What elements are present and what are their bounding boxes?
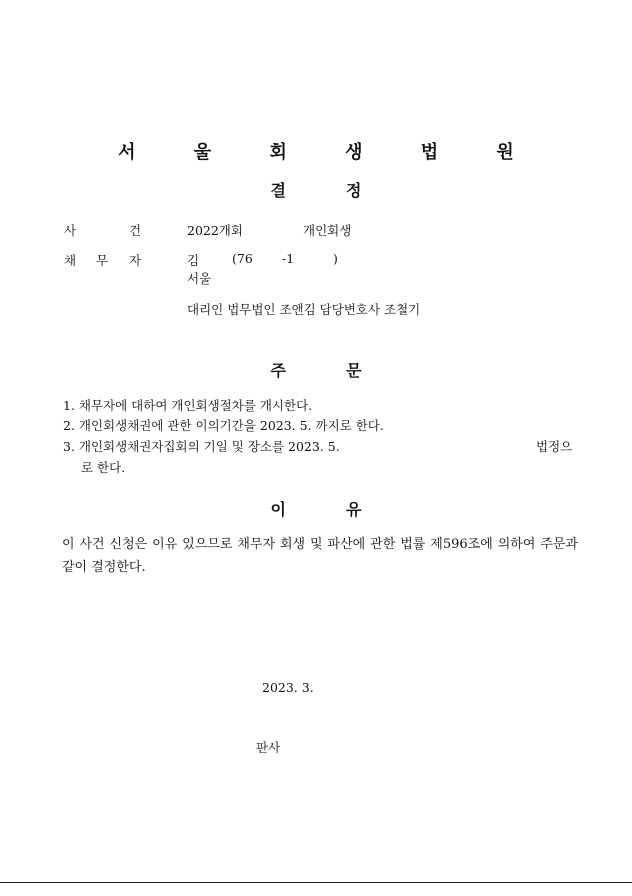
reason-title-char-1: 이 [270,500,286,519]
debtor-name: 김 [187,253,200,268]
debtor-address: 서울 [187,271,212,286]
debtor-birth-mid: -1 [282,251,295,266]
case-number: 2022개회 [187,223,243,238]
case-label-char-2: 건 [129,223,142,238]
order-item-3: 3. 개인회생채권자집회의 기일 및 장소를 2023. 5. [63,439,340,454]
reason-title [0,497,632,520]
order-item-3-continuation: 로 한다. [81,460,126,475]
page-bottom-divider [0,882,632,883]
decision-title-char-1: 결 [270,181,286,200]
court-title: 서 울 회 생 법 원 [118,142,540,163]
order-title-char-1: 주 [270,361,286,380]
debtor-label-char-3: 자 [129,253,142,268]
debtor-label-char-2: 무 [96,253,109,268]
decision-title-char-2: 정 [346,181,362,200]
reason-text: 이 사건 신청은 이유 있으므로 채무자 회생 및 파산에 관한 법률 제596조에 의하여 주문과 같이 결정한다. [62,537,578,575]
order-item-2: 2. 개인회생채권에 관한 이의기간을 2023. 5. 까지로 한다. [63,418,384,433]
judge-label: 판사 [256,740,281,755]
debtor-birth: (76 [232,251,253,266]
agent-line: 대리인 법무법인 조앤김 담당변호사 조철기 [187,302,421,317]
case-label-char-1: 사 [64,223,77,238]
decision-date: 2023. 3. [262,680,314,695]
debtor-birth-end: ) [333,251,338,266]
case-type: 개인회생 [303,223,352,238]
order-title-char-2: 문 [346,361,362,380]
reason-title-char-2: 유 [346,500,362,519]
debtor-label-char-1: 채 [64,253,77,268]
decision-title [0,178,632,201]
order-item-1: 1. 채무자에 대하여 개인회생절차를 개시한다. [63,398,313,413]
order-title [0,358,632,381]
order-item-3-place: 법정으 [536,439,573,454]
